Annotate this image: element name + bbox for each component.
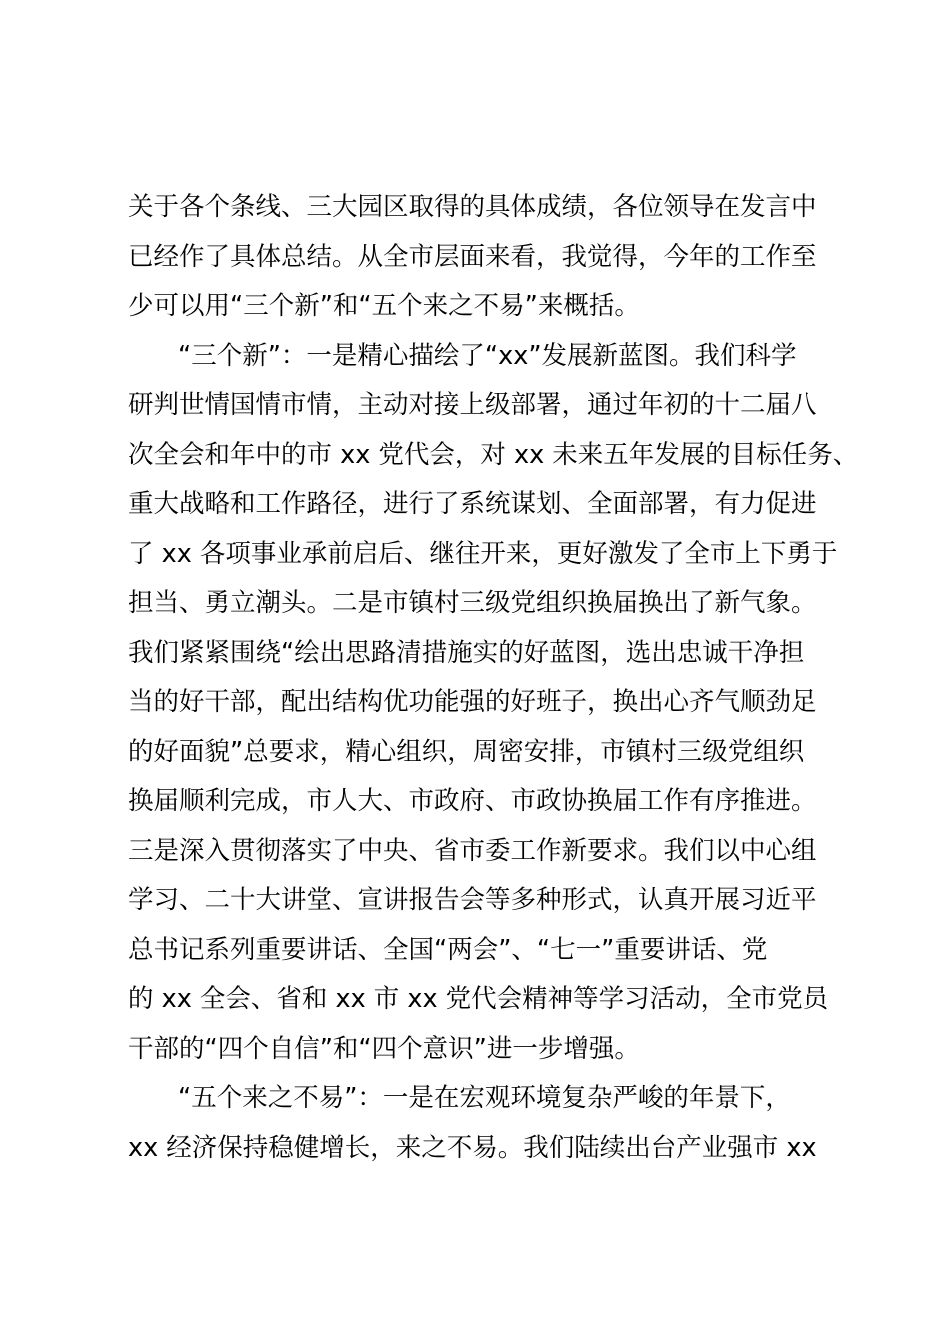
text-line: 重大战略和工作路径，进行了系统谋划、全面部署，有力促进 xyxy=(128,489,817,519)
text-line: 了 xx 各项事业承前启后、继往开来，更好激发了全市上下勇于 xyxy=(128,538,838,569)
text-line: 关于各个条线、三大园区取得的具体成绩，各位领导在发言中 xyxy=(128,192,817,222)
paragraph-first-line: “三个新”：一是精心描绘了“xx”发展新蓝图。我们科学 xyxy=(178,340,797,371)
text-line: 的 xx 全会、省和 xx 市 xx 党代会精神等学习活动，全市党员 xyxy=(128,984,829,1014)
text-line: 担当、勇立潮头。二是市镇村三级党组织换届换出了新气象。 xyxy=(128,588,817,618)
text-line: 干部的“四个自信”和“四个意识”进一步增强。 xyxy=(128,1033,640,1064)
text-line: 换届顺利完成，市人大、市政府、市政协换届工作有序推进。 xyxy=(128,786,817,816)
text-line: 总书记系列重要讲话、全国“两会”、“七一”重要讲话、党 xyxy=(128,934,768,965)
text-line: 我们紧紧围绕“绘出思路清措施实的好蓝图，选出忠诚干净担 xyxy=(128,637,805,668)
paragraph-first-line: “五个来之不易”：一是在宏观环境复杂严峻的年景下， xyxy=(178,1083,791,1113)
text-line: 研判世情国情市情，主动对接上级部署，通过年初的十二届八 xyxy=(128,390,817,420)
text-line: 次全会和年中的市 xx 党代会，对 xx 未来五年发展的目标任务、 xyxy=(128,439,859,470)
text-line: 学习、二十大讲堂、宣讲报告会等多种形式，认真开展习近平 xyxy=(128,885,817,915)
text-line: xx 经济保持稳健增长，来之不易。我们陆续出台产业强市 xx xyxy=(128,1132,817,1163)
text-line: 已经作了具体总结。从全市层面来看，我觉得，今年的工作至 xyxy=(128,241,817,272)
text-line: 三是深入贯彻落实了中央、省市委工作新要求。我们以中心组 xyxy=(128,835,817,866)
text-line: 少可以用“三个新”和“五个来之不易”来概括。 xyxy=(128,291,640,321)
text-line: 的好面貌”总要求，精心组织，周密安排，市镇村三级党组织 xyxy=(128,736,805,767)
text-line: 当的好干部，配出结构优功能强的好班子，换出心齐气顺劲足 xyxy=(128,687,817,717)
body-text xyxy=(128,183,868,1173)
